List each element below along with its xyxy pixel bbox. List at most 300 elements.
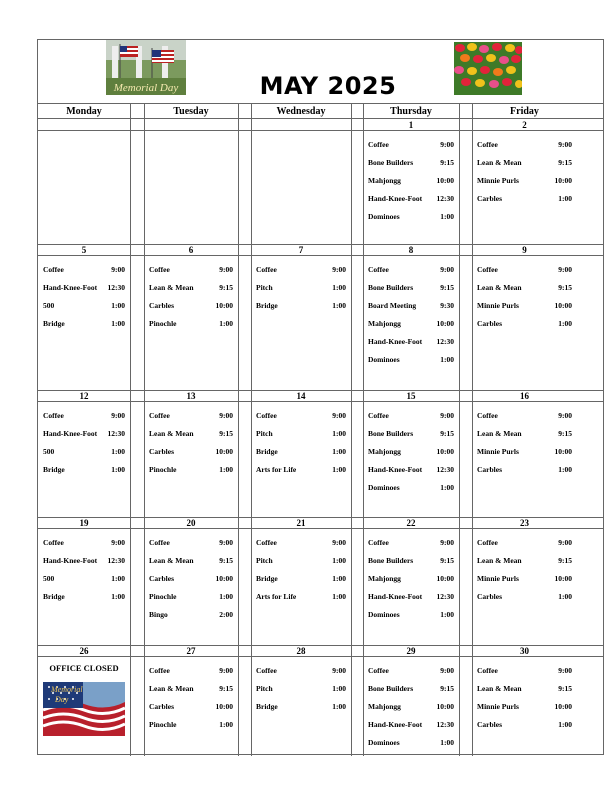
- grid-line: [459, 103, 460, 756]
- event-name: Bridge: [256, 574, 278, 583]
- event-time: 9:00: [219, 265, 233, 274]
- event: [256, 556, 346, 565]
- event-name: Dominoes: [368, 483, 400, 492]
- event-name: Coffee: [149, 265, 170, 274]
- event: [256, 265, 346, 274]
- event-name: Coffee: [149, 411, 170, 420]
- event: [149, 592, 233, 601]
- day-number: 22: [406, 518, 416, 528]
- event-time: 10:00: [554, 702, 572, 711]
- event-time: 2:00: [219, 610, 233, 619]
- event-name: Carbles: [149, 447, 174, 456]
- office-closed-label: OFFICE CLOSED: [49, 663, 119, 673]
- event: [256, 592, 346, 601]
- grid-line: [472, 103, 473, 756]
- event-time: 9:00: [440, 538, 454, 547]
- event-name: Hand-Knee-Foot: [43, 556, 98, 565]
- day-number: 13: [186, 391, 196, 401]
- event: [368, 738, 454, 747]
- event-name: Coffee: [368, 411, 389, 420]
- tulips-image: [454, 42, 522, 95]
- event-name: Coffee: [149, 666, 170, 675]
- event-name: 500: [43, 447, 55, 456]
- day-number: 6: [188, 245, 194, 255]
- event: [477, 684, 572, 693]
- event-time: 1:00: [440, 483, 454, 492]
- event-name: Lean & Mean: [477, 158, 522, 167]
- event-name: Carbles: [149, 702, 174, 711]
- event-time: 10:00: [554, 447, 572, 456]
- event: [256, 702, 346, 711]
- event: [368, 337, 454, 346]
- event-time: 9:00: [111, 411, 125, 420]
- event: [149, 574, 233, 583]
- event-name: Pitch: [256, 684, 273, 693]
- event: [368, 176, 454, 185]
- event-name: Pinochle: [149, 592, 177, 601]
- event-name: Lean & Mean: [149, 684, 194, 693]
- event-name: Pitch: [256, 556, 273, 565]
- day-name-monday: Monday: [66, 106, 102, 117]
- event-name: Hand-Knee-Foot: [43, 283, 98, 292]
- event-name: Coffee: [43, 265, 64, 274]
- event: [477, 447, 572, 456]
- event-time: 9:15: [440, 684, 454, 693]
- event-name: Minnie Purls: [477, 447, 519, 456]
- event: [43, 265, 125, 274]
- event: [477, 265, 572, 274]
- event-time: 9:00: [558, 538, 572, 547]
- event-name: Lean & Mean: [149, 429, 194, 438]
- event-time: 1:00: [558, 720, 572, 729]
- event-name: Coffee: [368, 538, 389, 547]
- event: [477, 720, 572, 729]
- event-time: 10:00: [436, 447, 454, 456]
- event: [256, 283, 346, 292]
- event: [43, 283, 125, 292]
- day-number: 1: [408, 120, 414, 130]
- grid-line: [38, 528, 603, 529]
- day-name-tuesday: Tuesday: [173, 106, 209, 117]
- event-time: 1:00: [219, 592, 233, 601]
- event-name: Lean & Mean: [477, 684, 522, 693]
- event-time: 9:00: [558, 411, 572, 420]
- event-time: 10:00: [215, 447, 233, 456]
- event-time: 12:30: [436, 592, 454, 601]
- event-time: 1:00: [332, 556, 346, 565]
- event-name: Dominoes: [368, 212, 400, 221]
- event-name: Bridge: [43, 592, 65, 601]
- event-time: 1:00: [219, 319, 233, 328]
- event: [477, 465, 572, 474]
- grid-line: [38, 130, 603, 131]
- event-name: Hand-Knee-Foot: [368, 465, 423, 474]
- event: [368, 538, 454, 547]
- event-time: 10:00: [554, 574, 572, 583]
- event: [368, 666, 454, 675]
- event-time: 9:15: [440, 283, 454, 292]
- event: [477, 538, 572, 547]
- event: [149, 465, 233, 474]
- event-time: 1:00: [111, 447, 125, 456]
- day-number: 14: [296, 391, 306, 401]
- event-name: Minnie Purls: [477, 176, 519, 185]
- grid-line: [363, 103, 364, 756]
- event: [256, 465, 346, 474]
- svg-text:Day: Day: [55, 695, 69, 704]
- memorial-day-image: [106, 40, 186, 95]
- event-time: 9:00: [219, 666, 233, 675]
- page-title: MAY 2025: [259, 72, 397, 100]
- event: [368, 447, 454, 456]
- event-time: 12:30: [436, 465, 454, 474]
- svg-text:Memorial Day: Memorial Day: [113, 82, 179, 94]
- event-name: Lean & Mean: [477, 556, 522, 565]
- event: [149, 666, 233, 675]
- day-number: 5: [81, 245, 87, 255]
- event: [43, 319, 125, 328]
- event-name: Mahjongg: [368, 702, 401, 711]
- day-number: 19: [79, 518, 89, 528]
- grid-line: [144, 103, 145, 756]
- event-name: 500: [43, 301, 55, 310]
- event-time: 12:30: [107, 429, 125, 438]
- event: [43, 574, 125, 583]
- day-number: 2: [522, 120, 527, 130]
- grid-line: [38, 118, 603, 119]
- event: [43, 538, 125, 547]
- event-time: 9:15: [558, 283, 572, 292]
- event: [477, 574, 572, 583]
- event: [149, 610, 233, 619]
- event-time: 9:15: [440, 429, 454, 438]
- event-time: 1:00: [111, 592, 125, 601]
- event-time: 1:00: [332, 429, 346, 438]
- event: [477, 411, 572, 420]
- event-time: 9:15: [219, 429, 233, 438]
- event-name: Coffee: [43, 411, 64, 420]
- event-time: 9:15: [558, 556, 572, 565]
- event-name: Pinochle: [149, 465, 177, 474]
- event: [368, 702, 454, 711]
- event: [149, 265, 233, 274]
- event: [368, 194, 454, 203]
- event-time: 9:15: [558, 684, 572, 693]
- event: [477, 592, 572, 601]
- day-number: 15: [406, 391, 416, 401]
- event-time: 9:00: [558, 140, 572, 149]
- event-time: 9:00: [440, 140, 454, 149]
- event: [368, 592, 454, 601]
- event-time: 1:00: [558, 592, 572, 601]
- event-time: 9:00: [332, 411, 346, 420]
- event-time: 1:00: [440, 738, 454, 747]
- event-name: Carbles: [149, 574, 174, 583]
- event-time: 10:00: [554, 176, 572, 185]
- event-name: Coffee: [477, 411, 498, 420]
- event: [149, 702, 233, 711]
- event-name: Coffee: [477, 140, 498, 149]
- grid-line: [38, 656, 603, 657]
- event-time: 9:00: [332, 538, 346, 547]
- event-time: 9:15: [219, 556, 233, 565]
- event: [149, 429, 233, 438]
- event-name: Hand-Knee-Foot: [368, 592, 423, 601]
- event: [149, 538, 233, 547]
- event-time: 9:00: [558, 265, 572, 274]
- event-name: Arts for Life: [256, 592, 297, 601]
- event-time: 12:30: [436, 720, 454, 729]
- event: [43, 465, 125, 474]
- event-time: 10:00: [436, 176, 454, 185]
- event-name: Coffee: [256, 265, 277, 274]
- event-time: 12:30: [436, 337, 454, 346]
- event-name: Hand-Knee-Foot: [368, 194, 423, 203]
- event: [477, 556, 572, 565]
- event: [368, 140, 454, 149]
- calendar-header: [38, 40, 603, 104]
- day-number: 7: [298, 245, 304, 255]
- event: [368, 465, 454, 474]
- event-name: Arts for Life: [256, 465, 297, 474]
- event: [149, 319, 233, 328]
- event-time: 1:00: [332, 283, 346, 292]
- event-time: 10:00: [215, 702, 233, 711]
- event-time: 1:00: [440, 610, 454, 619]
- event-name: Bone Builders: [368, 283, 414, 292]
- event-name: Coffee: [368, 140, 389, 149]
- event-name: Coffee: [256, 538, 277, 547]
- event-time: 12:30: [107, 556, 125, 565]
- event-time: 1:00: [440, 212, 454, 221]
- day-name-thursday: Thursday: [390, 106, 432, 117]
- event-name: Coffee: [368, 666, 389, 675]
- event-time: 9:00: [558, 666, 572, 675]
- event: [477, 319, 572, 328]
- event-time: 1:00: [111, 574, 125, 583]
- event: [368, 355, 454, 364]
- event-time: 9:15: [440, 556, 454, 565]
- event-name: Lean & Mean: [149, 556, 194, 565]
- event-time: 1:00: [332, 447, 346, 456]
- event: [368, 556, 454, 565]
- event-name: Lean & Mean: [149, 283, 194, 292]
- grid-line: [351, 103, 352, 756]
- event: [256, 411, 346, 420]
- event-name: Pinochle: [149, 319, 177, 328]
- event-time: 1:00: [558, 465, 572, 474]
- event: [368, 610, 454, 619]
- event-name: Mahjongg: [368, 574, 401, 583]
- event-time: 1:00: [332, 702, 346, 711]
- event: [256, 666, 346, 675]
- day-number: 29: [406, 646, 416, 656]
- event-name: Bridge: [43, 465, 65, 474]
- day-number: 8: [408, 245, 414, 255]
- event: [256, 429, 346, 438]
- event-name: Carbles: [477, 720, 502, 729]
- svg-text:Memorial: Memorial: [51, 685, 83, 694]
- event-name: Coffee: [477, 265, 498, 274]
- event-name: Coffee: [477, 538, 498, 547]
- event-time: 9:00: [332, 666, 346, 675]
- event-name: Coffee: [368, 265, 389, 274]
- event: [43, 592, 125, 601]
- event-time: 9:15: [558, 429, 572, 438]
- event: [149, 411, 233, 420]
- event-name: Bridge: [256, 301, 278, 310]
- event-time: 1:00: [219, 465, 233, 474]
- event-time: 1:00: [440, 355, 454, 364]
- event-name: Pitch: [256, 283, 273, 292]
- event-name: Bone Builders: [368, 684, 414, 693]
- day-number: 9: [522, 245, 527, 255]
- event: [43, 429, 125, 438]
- event: [368, 429, 454, 438]
- event: [477, 301, 572, 310]
- event-name: Bone Builders: [368, 429, 414, 438]
- day-name-friday: Friday: [510, 106, 539, 117]
- event: [368, 411, 454, 420]
- event-name: Coffee: [43, 538, 64, 547]
- event-time: 12:30: [436, 194, 454, 203]
- event-time: 10:00: [215, 301, 233, 310]
- event: [368, 483, 454, 492]
- day-number: 21: [296, 518, 306, 528]
- event-name: Carbles: [477, 194, 502, 203]
- event: [368, 158, 454, 167]
- event: [43, 301, 125, 310]
- event-name: Pinochle: [149, 720, 177, 729]
- event-name: Bingo: [149, 610, 168, 619]
- event-time: 9:00: [332, 265, 346, 274]
- event: [149, 301, 233, 310]
- event-time: 12:30: [107, 283, 125, 292]
- event: [368, 265, 454, 274]
- event: [256, 538, 346, 547]
- event-time: 10:00: [436, 702, 454, 711]
- event: [368, 283, 454, 292]
- event-time: 9:30: [440, 301, 454, 310]
- event: [477, 158, 572, 167]
- event-name: Carbles: [477, 592, 502, 601]
- event-time: 9:00: [111, 538, 125, 547]
- event-name: Minnie Purls: [477, 301, 519, 310]
- event-name: Mahjongg: [368, 447, 401, 456]
- event-name: Minnie Purls: [477, 574, 519, 583]
- event-name: Hand-Knee-Foot: [368, 337, 423, 346]
- event-time: 10:00: [554, 301, 572, 310]
- event: [256, 301, 346, 310]
- event-name: Lean & Mean: [477, 429, 522, 438]
- event: [477, 140, 572, 149]
- calendar: [37, 39, 604, 755]
- event-time: 9:00: [440, 265, 454, 274]
- day-number: 12: [79, 391, 89, 401]
- event: [256, 574, 346, 583]
- event: [368, 301, 454, 310]
- event-name: Hand-Knee-Foot: [43, 429, 98, 438]
- event-name: Bridge: [256, 702, 278, 711]
- event-name: Coffee: [149, 538, 170, 547]
- event: [43, 411, 125, 420]
- event: [149, 283, 233, 292]
- grid-line: [238, 103, 239, 756]
- event-name: Coffee: [477, 666, 498, 675]
- event: [149, 720, 233, 729]
- event-name: Bone Builders: [368, 556, 414, 565]
- event: [368, 574, 454, 583]
- event-time: 1:00: [558, 194, 572, 203]
- event: [477, 283, 572, 292]
- event: [477, 666, 572, 675]
- event-name: Mahjongg: [368, 319, 401, 328]
- event: [477, 702, 572, 711]
- event-name: Bone Builders: [368, 158, 414, 167]
- event-time: 1:00: [332, 574, 346, 583]
- event: [149, 556, 233, 565]
- event-time: 9:00: [219, 538, 233, 547]
- event-time: 9:00: [440, 411, 454, 420]
- day-number: 26: [79, 646, 89, 656]
- event-name: Pitch: [256, 429, 273, 438]
- event: [43, 447, 125, 456]
- grid-line: [130, 103, 131, 756]
- event-time: 1:00: [111, 301, 125, 310]
- event-time: 1:00: [332, 592, 346, 601]
- event: [256, 447, 346, 456]
- event-name: Coffee: [256, 411, 277, 420]
- event-name: Minnie Purls: [477, 702, 519, 711]
- grid-line: [38, 255, 603, 256]
- event: [477, 194, 572, 203]
- memorial-day-flag-image: [43, 682, 125, 736]
- day-number: 30: [520, 646, 529, 656]
- event-time: 9:15: [558, 158, 572, 167]
- event-time: 1:00: [332, 301, 346, 310]
- grid-line: [251, 103, 252, 756]
- day-number: 28: [296, 646, 306, 656]
- event: [149, 684, 233, 693]
- event-name: Carbles: [477, 465, 502, 474]
- event-name: Lean & Mean: [477, 283, 522, 292]
- event-time: 1:00: [219, 720, 233, 729]
- event-time: 9:00: [440, 666, 454, 675]
- event-time: 9:00: [219, 411, 233, 420]
- grid-line: [38, 401, 603, 402]
- event-time: 10:00: [215, 574, 233, 583]
- day-number: 23: [520, 518, 529, 528]
- event-time: 1:00: [111, 465, 125, 474]
- event-name: Bridge: [43, 319, 65, 328]
- event-name: Dominoes: [368, 610, 400, 619]
- event: [368, 720, 454, 729]
- event-name: Dominoes: [368, 355, 400, 364]
- event: [43, 556, 125, 565]
- event: [368, 212, 454, 221]
- event-time: 9:15: [219, 283, 233, 292]
- day-name-wednesday: Wednesday: [276, 106, 326, 117]
- day-number: 20: [186, 518, 196, 528]
- event-name: Hand-Knee-Foot: [368, 720, 423, 729]
- day-number: 16: [520, 391, 529, 401]
- event-time: 1:00: [332, 465, 346, 474]
- event-time: 10:00: [436, 574, 454, 583]
- event-name: 500: [43, 574, 55, 583]
- event-name: Dominoes: [368, 738, 400, 747]
- event-time: 9:15: [219, 684, 233, 693]
- event-time: 1:00: [111, 319, 125, 328]
